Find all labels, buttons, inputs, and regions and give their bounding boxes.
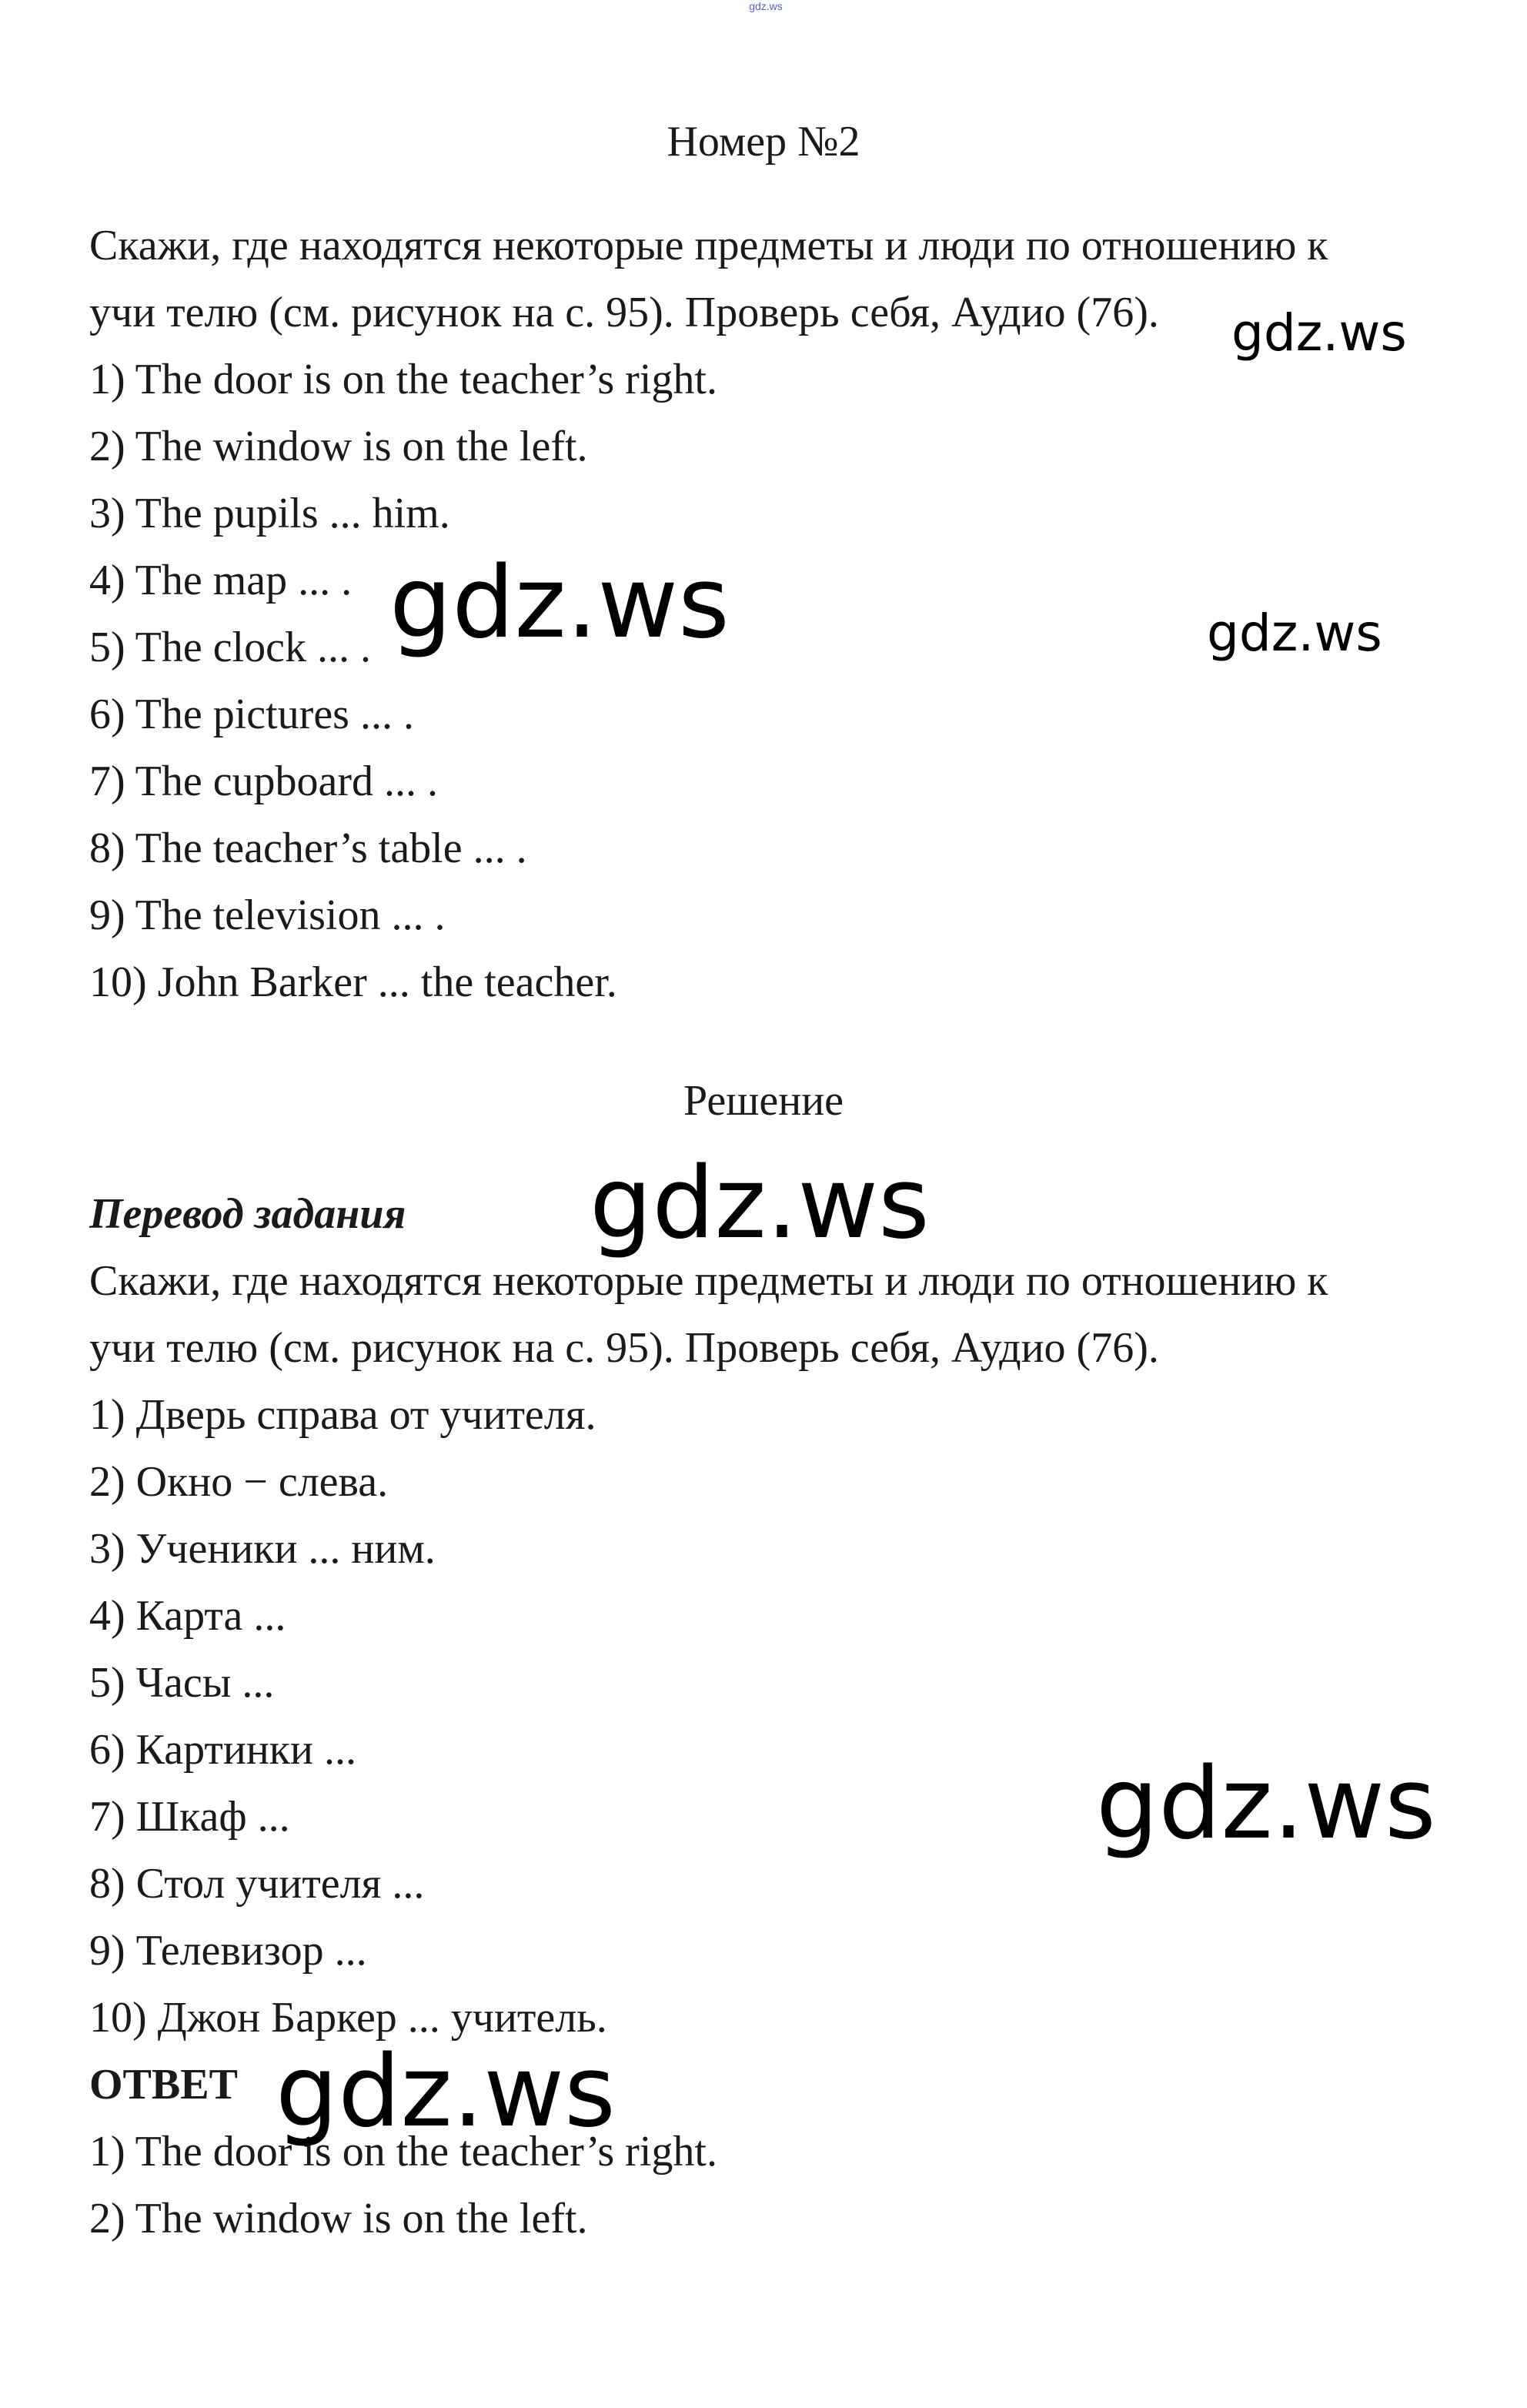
solution-item: 6) Картинки ... xyxy=(89,1726,356,1774)
task-item: 10) John Barker ... the teacher. xyxy=(89,958,617,1006)
watermark: gdz.ws xyxy=(389,546,730,661)
watermark: gdz.ws xyxy=(1207,604,1382,663)
task-item: 4) The map ... . xyxy=(89,557,353,604)
solution-item: 8) Стол учителя ... xyxy=(89,1860,425,1908)
task-instruction-line: Скажи, где находятся некоторые предметы и люди по отношению к xyxy=(89,222,1328,269)
translation-label: Перевод задания xyxy=(89,1190,406,1238)
task-item: 9) The television ... . xyxy=(89,891,446,939)
solution-item: 10) Джон Баркер ... учитель. xyxy=(89,1994,607,2042)
answer-item: 2) The window is on the left. xyxy=(89,2195,588,2242)
task-item: 1) The door is on the teacher’s right. xyxy=(89,356,717,403)
task-item: 6) The pictures ... . xyxy=(89,691,414,738)
solution-item: 7) Шкаф ... xyxy=(89,1793,290,1841)
task-item: 3) The pupils ... him. xyxy=(89,490,450,537)
task-item: 5) The clock ... . xyxy=(89,624,371,671)
watermark: gdz.ws xyxy=(276,2035,616,2149)
top-watermark: gdz.ws xyxy=(749,0,783,12)
solution-item: 1) Дверь справа от учителя. xyxy=(89,1391,596,1439)
solution-instruction-line: учи телю (см. рисунок на с. 95). Проверь себя, Аудио (76). xyxy=(89,1324,1159,1372)
watermark: gdz.ws xyxy=(1231,303,1407,363)
answer-item: 1) The door is on the teacher’s right. xyxy=(89,2128,717,2176)
page-title: Номер №2 xyxy=(667,118,860,166)
solution-item: 4) Карта ... xyxy=(89,1592,286,1640)
task-item: 8) The teacher’s table ... . xyxy=(89,824,527,872)
task-item: 2) The window is on the left. xyxy=(89,423,588,470)
answer-label: ОТВЕТ xyxy=(89,2061,238,2109)
watermark: gdz.ws xyxy=(1096,1747,1436,1861)
task-item: 7) The cupboard ... . xyxy=(89,758,439,805)
solution-title: Решение xyxy=(683,1077,844,1125)
solution-item: 3) Ученики ... ним. xyxy=(89,1525,436,1573)
solution-item: 9) Телевизор ... xyxy=(89,1927,367,1975)
solution-instruction-line: Скажи, где находятся некоторые предметы и люди по отношению к xyxy=(89,1257,1328,1305)
solution-item: 2) Окно − слева. xyxy=(89,1458,389,1506)
solution-item: 5) Часы ... xyxy=(89,1659,275,1707)
watermark: gdz.ws xyxy=(590,1146,930,1261)
task-instruction-line: учи телю (см. рисунок на с. 95). Проверь себя, Аудио (76). xyxy=(89,289,1159,336)
